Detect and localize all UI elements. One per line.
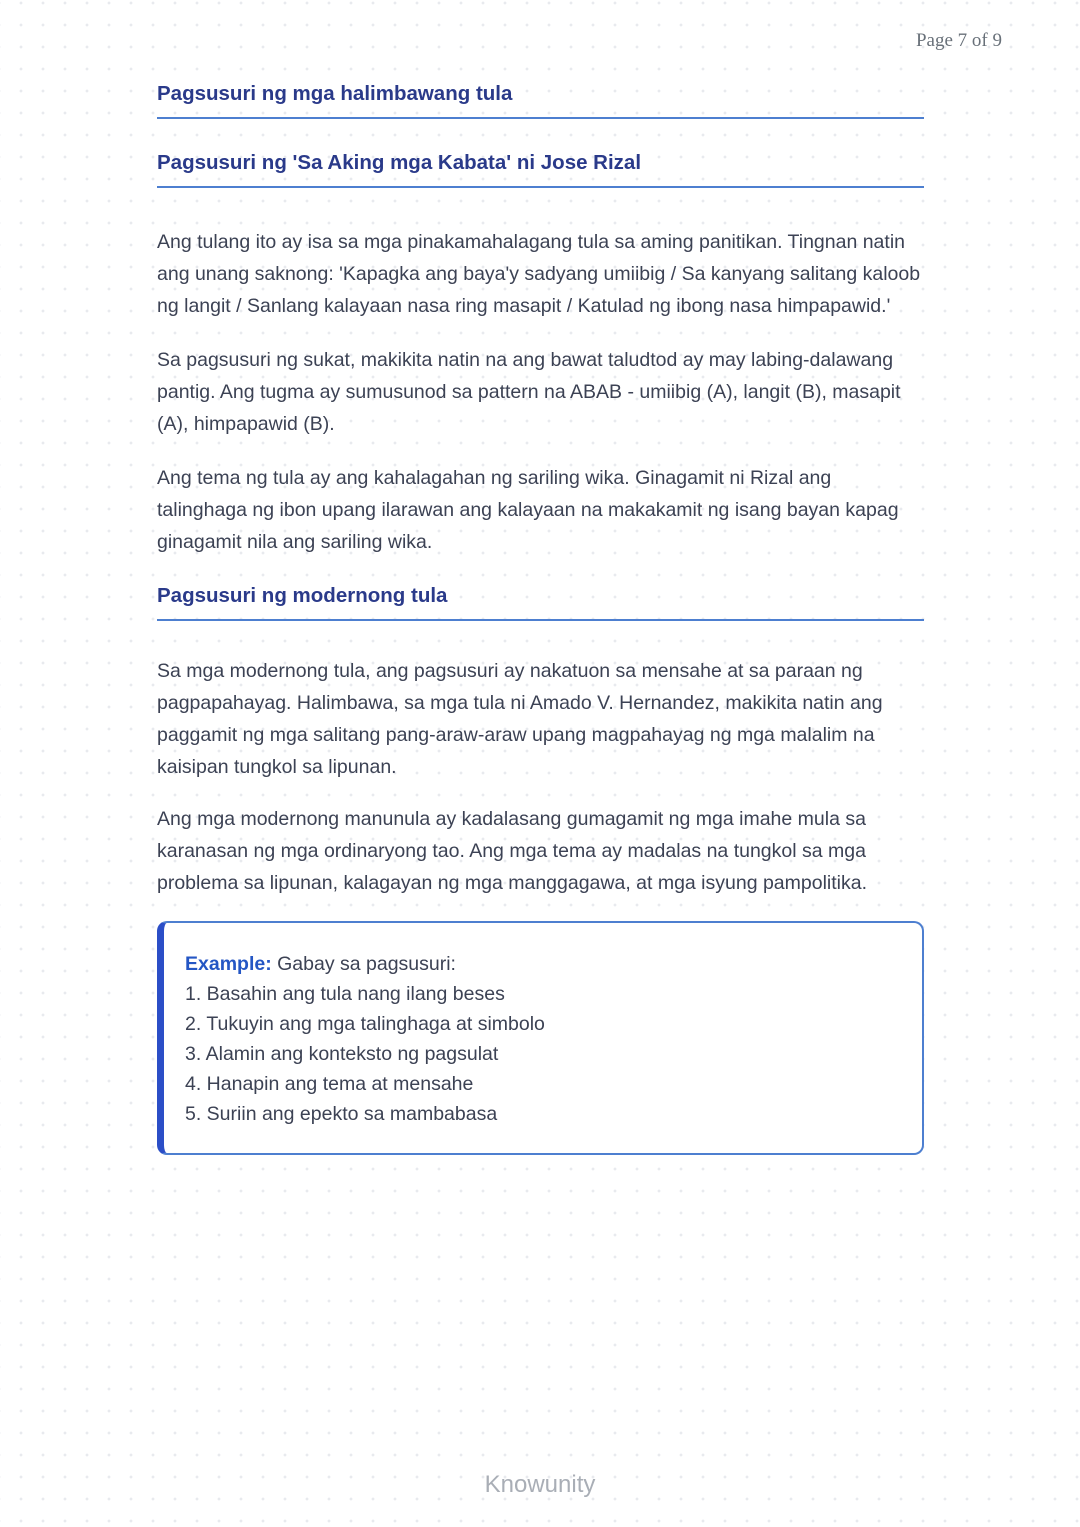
example-item-3: 3. Alamin ang konteksto ng pagsulat (185, 1043, 499, 1065)
paragraph-rizal-3: Ang tema ng tula ay ang kahalagahan ng sariling wika. Ginagamit ni Rizal ang talinghaga ng ibon upang ilarawan ang kalayaan na makakamit ng isang bayan kapag ginagamit nila ang sariling wika. (157, 467, 899, 553)
example-item-1: 1. Basahin ang tula nang ilang beses (185, 983, 505, 1005)
paragraph-modern-1: Sa mga modernong tula, ang pagsusuri ay nakatuon sa mensahe at sa paraan ng pagpapahayag. Halimbawa, sa mga tula ni Amado V. Hernandez, makikita natin ang paggamit ng mga salitang pang-araw-araw upang magpahayag ng mga malalim na kaisipan tungkol sa lipunan. (157, 660, 883, 778)
example-intro-text: Gabay sa pagsusuri: (271, 953, 456, 975)
example-box (157, 921, 924, 1155)
example-intro-line (185, 949, 894, 979)
example-item-5: 5. Suriin ang epekto sa mambabasa (185, 1103, 498, 1125)
paragraph-rizal-2: Sa pagsusuri ng sukat, makikita natin na ang bawat taludtod ay may labing-dalawang pantig. Ang tugma ay sumusunod sa pattern na ABAB - umiibig (A), langit (B), masapit (A), himpapawid (B). (157, 349, 901, 435)
paragraph-rizal-1: Ang tulang ito ay isa sa mga pinakamahalagang tula sa aming panitikan. Tingnan natin ang unang saknong: 'Kapagka ang baya'y sadyang umiibig / Sa kanyang salitang kaloob ng langit / Sanlang kalayaan nasa ring masapit / Katulad ng ibong nasa himpapawid.' (157, 231, 921, 317)
document-content (157, 0, 924, 1155)
section-heading-modern: Pagsusuri ng modernong tula (157, 584, 924, 621)
example-item-2: 2. Tukuyin ang mga talinghaga at simbolo (185, 1013, 545, 1035)
footer-brand: Knowunity (484, 1471, 596, 1498)
page-indicator: Page 7 of 9 (915, 30, 1002, 51)
example-item-4: 4. Hanapin ang tema at mensahe (185, 1073, 474, 1095)
paragraph-modern-2: Ang mga modernong manunula ay kadalasang gumagamit ng mga imahe mula sa karanasan ng mga ordinaryong tao. Ang mga tema ay madalas na tungkol sa mga problema sa lipunan, kalagayan ng mga manggagawa, at mga isyung pampolitika. (157, 808, 868, 894)
document-title: Pagsusuri ng mga halimbawang tula (157, 82, 924, 119)
example-label: Example: (185, 953, 272, 975)
section-heading-rizal: Pagsusuri ng 'Sa Aking mga Kabata' ni Jose Rizal (157, 151, 924, 188)
